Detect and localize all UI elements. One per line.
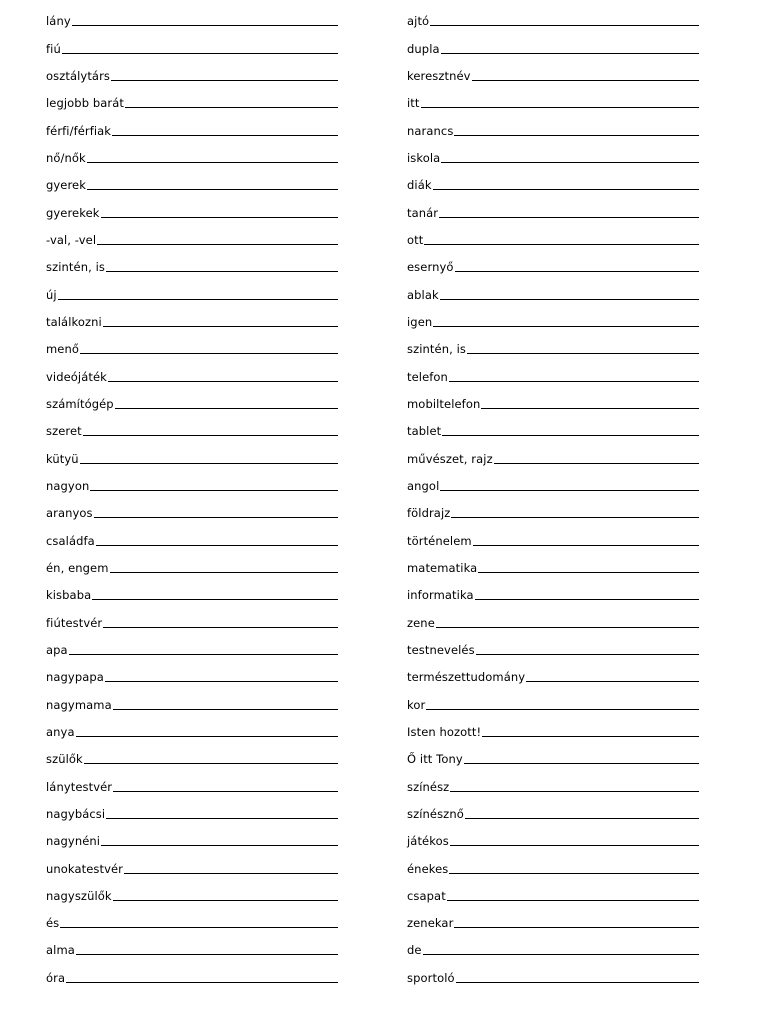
vocab-word: férfi/férfiak xyxy=(46,123,112,138)
vocab-row xyxy=(38,89,338,116)
answer-blank-line[interactable] xyxy=(426,709,699,710)
vocab-word: keresztnév xyxy=(407,68,471,83)
vocab-row xyxy=(399,608,699,635)
vocab-row xyxy=(38,690,338,717)
vocab-word: énekes xyxy=(407,861,449,876)
answer-blank-line[interactable] xyxy=(475,599,699,600)
vocab-row xyxy=(399,963,699,990)
vocab-word: kütyü xyxy=(46,451,79,466)
answer-blank-line[interactable] xyxy=(442,435,699,436)
vocab-row xyxy=(38,62,338,89)
vocab-row xyxy=(38,827,338,854)
answer-blank-line[interactable] xyxy=(454,927,699,928)
vocab-row xyxy=(399,636,699,663)
vocab-row xyxy=(399,827,699,854)
answer-blank-line[interactable] xyxy=(103,326,338,327)
vocab-word: igen xyxy=(407,314,433,329)
vocab-row xyxy=(399,280,699,307)
vocab-row xyxy=(38,116,338,143)
answer-blank-line[interactable] xyxy=(464,763,699,764)
vocab-row xyxy=(38,936,338,963)
vocab-row xyxy=(38,636,338,663)
vocab-word: új xyxy=(46,287,57,302)
vocab-row xyxy=(38,198,338,225)
vocab-word: telefon xyxy=(407,369,448,384)
vocab-word: családfa xyxy=(46,533,95,548)
answer-blank-line[interactable] xyxy=(125,107,338,108)
vocab-word: apa xyxy=(46,642,68,657)
vocab-row xyxy=(399,171,699,198)
vocab-row xyxy=(399,936,699,963)
vocab-word: óra xyxy=(46,970,66,985)
answer-blank-line[interactable] xyxy=(430,25,699,26)
vocab-row xyxy=(399,335,699,362)
vocab-word: zene xyxy=(407,615,435,630)
vocab-word: szintén, is xyxy=(407,342,466,357)
answer-blank-line[interactable] xyxy=(101,845,338,846)
vocab-row xyxy=(38,362,338,389)
vocab-word: tablet xyxy=(407,424,442,439)
vocab-word: ajtó xyxy=(407,14,430,29)
vocab-word: diák xyxy=(407,178,432,193)
vocab-word: itt xyxy=(407,96,420,111)
answer-blank-line[interactable] xyxy=(92,599,338,600)
vocab-word: nő/nők xyxy=(46,150,86,165)
answer-blank-line[interactable] xyxy=(447,900,699,901)
vocab-row xyxy=(399,34,699,61)
answer-blank-line[interactable] xyxy=(451,517,699,518)
answer-blank-line[interactable] xyxy=(449,381,699,382)
answer-blank-line[interactable] xyxy=(440,490,699,491)
vocab-word: aranyos xyxy=(46,506,93,521)
answer-blank-line[interactable] xyxy=(433,326,699,327)
answer-blank-line[interactable] xyxy=(110,572,338,573)
vocab-word: művészet, rajz xyxy=(407,451,493,466)
vocab-row xyxy=(38,308,338,335)
answer-blank-line[interactable] xyxy=(456,982,699,983)
vocab-word: Ő itt Tony xyxy=(407,752,463,767)
answer-blank-line[interactable] xyxy=(441,53,699,54)
answer-blank-line[interactable] xyxy=(476,654,699,655)
answer-blank-line[interactable] xyxy=(113,900,338,901)
vocab-word: fiútestvér xyxy=(46,615,103,630)
vocab-word: fiú xyxy=(46,41,61,56)
vocab-row xyxy=(38,963,338,990)
vocab-row xyxy=(399,144,699,171)
vocab-row xyxy=(399,472,699,499)
vocab-word: matematika xyxy=(407,560,478,575)
vocab-word: angol xyxy=(407,478,440,493)
vocab-row xyxy=(399,226,699,253)
vocab-word: játékos xyxy=(407,834,449,849)
vocab-word: zenekar xyxy=(407,916,454,931)
vocab-word: lány xyxy=(46,14,71,29)
vocab-word: iskola xyxy=(407,150,441,165)
vocab-row xyxy=(38,7,338,34)
vocab-word: földrajz xyxy=(407,506,451,521)
answer-blank-line[interactable] xyxy=(60,927,338,928)
vocab-row xyxy=(38,499,338,526)
answer-blank-line[interactable] xyxy=(106,818,338,819)
vocab-row xyxy=(399,745,699,772)
vocab-row xyxy=(38,608,338,635)
vocab-word: és xyxy=(46,916,60,931)
vocab-row xyxy=(399,116,699,143)
vocab-word: történelem xyxy=(407,533,472,548)
answer-blank-line[interactable] xyxy=(454,135,699,136)
vocab-row xyxy=(399,253,699,280)
answer-blank-line[interactable] xyxy=(465,818,699,819)
vocab-row xyxy=(399,390,699,417)
vocab-row xyxy=(38,144,338,171)
right-word-column xyxy=(399,7,699,991)
answer-blank-line[interactable] xyxy=(494,463,699,464)
vocab-word: én, engem xyxy=(46,560,109,575)
answer-blank-line[interactable] xyxy=(97,244,338,245)
vocab-word: de xyxy=(407,943,422,958)
answer-blank-line[interactable] xyxy=(72,25,338,26)
vocab-row xyxy=(399,362,699,389)
answer-blank-line[interactable] xyxy=(436,627,699,628)
answer-blank-line[interactable] xyxy=(96,545,338,546)
vocab-word: anya xyxy=(46,724,75,739)
answer-blank-line[interactable] xyxy=(481,408,699,409)
vocab-row xyxy=(38,581,338,608)
vocab-word: menő xyxy=(46,342,80,357)
vocab-word: szülők xyxy=(46,752,83,767)
vocab-word: gyerekek xyxy=(46,205,100,220)
answer-blank-line[interactable] xyxy=(473,545,699,546)
vocab-word: unokatestvér xyxy=(46,861,124,876)
answer-blank-line[interactable] xyxy=(106,271,338,272)
vocab-row xyxy=(399,882,699,909)
vocab-row xyxy=(38,663,338,690)
vocab-word: dupla xyxy=(407,41,440,56)
answer-blank-line[interactable] xyxy=(94,517,338,518)
vocab-row xyxy=(399,499,699,526)
vocab-word: -val, -vel xyxy=(46,232,97,247)
left-word-column xyxy=(38,7,338,991)
answer-blank-line[interactable] xyxy=(113,791,338,792)
answer-blank-line[interactable] xyxy=(69,654,338,655)
answer-blank-line[interactable] xyxy=(472,80,699,81)
vocab-row xyxy=(399,800,699,827)
answer-blank-line[interactable] xyxy=(76,954,338,955)
vocab-row xyxy=(38,280,338,307)
answer-blank-line[interactable] xyxy=(62,53,338,54)
vocab-row xyxy=(399,417,699,444)
vocab-row xyxy=(399,89,699,116)
vocab-row xyxy=(399,772,699,799)
answer-blank-line[interactable] xyxy=(421,107,699,108)
answer-blank-line[interactable] xyxy=(113,709,338,710)
vocab-word: testnevelés xyxy=(407,642,475,657)
vocab-row xyxy=(399,909,699,936)
vocab-word: tanár xyxy=(407,205,439,220)
vocab-row xyxy=(399,444,699,471)
vocab-row xyxy=(399,7,699,34)
vocab-row xyxy=(38,909,338,936)
answer-blank-line[interactable] xyxy=(424,244,699,245)
vocab-word: ott xyxy=(407,232,424,247)
answer-blank-line[interactable] xyxy=(111,80,338,81)
answer-blank-line[interactable] xyxy=(115,408,338,409)
answer-blank-line[interactable] xyxy=(112,135,338,136)
vocab-row xyxy=(38,253,338,280)
vocab-word: Isten hozott! xyxy=(407,724,482,739)
vocab-row xyxy=(399,198,699,225)
answer-blank-line[interactable] xyxy=(478,572,699,573)
vocab-word: sportoló xyxy=(407,970,455,985)
vocab-word: nagypapa xyxy=(46,670,104,685)
answer-blank-line[interactable] xyxy=(76,736,338,737)
vocab-row xyxy=(38,772,338,799)
answer-blank-line[interactable] xyxy=(450,791,699,792)
vocab-word: nagynéni xyxy=(46,834,101,849)
vocab-word: természettudomány xyxy=(407,670,526,685)
vocab-row xyxy=(38,718,338,745)
vocab-word: szeret xyxy=(46,424,82,439)
vocab-word: osztálytárs xyxy=(46,68,110,83)
vocab-row xyxy=(399,526,699,553)
answer-blank-line[interactable] xyxy=(80,353,338,354)
vocab-row xyxy=(38,226,338,253)
answer-blank-line[interactable] xyxy=(482,736,699,737)
vocab-word: mobiltelefon xyxy=(407,396,481,411)
answer-blank-line[interactable] xyxy=(108,381,338,382)
vocab-word: gyerek xyxy=(46,178,86,193)
answer-blank-line[interactable] xyxy=(90,490,338,491)
vocab-word: nagybácsi xyxy=(46,806,106,821)
vocab-row xyxy=(38,526,338,553)
answer-blank-line[interactable] xyxy=(58,299,338,300)
answer-blank-line[interactable] xyxy=(101,217,338,218)
vocab-word: színésznő xyxy=(407,806,464,821)
vocab-row xyxy=(399,854,699,881)
vocab-row xyxy=(38,444,338,471)
answer-blank-line[interactable] xyxy=(66,982,338,983)
answer-blank-line[interactable] xyxy=(450,845,699,846)
answer-blank-line[interactable] xyxy=(105,681,338,682)
vocab-word: színész xyxy=(407,779,450,794)
vocab-row xyxy=(38,390,338,417)
answer-blank-line[interactable] xyxy=(124,873,338,874)
vocab-row xyxy=(399,690,699,717)
answer-blank-line[interactable] xyxy=(87,162,338,163)
vocab-row xyxy=(399,718,699,745)
vocab-row xyxy=(38,745,338,772)
vocab-word: találkozni xyxy=(46,314,102,329)
answer-blank-line[interactable] xyxy=(455,271,700,272)
vocab-word: ablak xyxy=(407,287,439,302)
vocab-row xyxy=(38,472,338,499)
vocab-word: legjobb barát xyxy=(46,96,124,111)
vocab-row xyxy=(399,581,699,608)
vocab-row xyxy=(399,62,699,89)
vocab-word: esernyő xyxy=(407,260,454,275)
vocab-row xyxy=(38,34,338,61)
vocab-row xyxy=(38,882,338,909)
vocab-word: kor xyxy=(407,697,426,712)
vocab-row xyxy=(38,335,338,362)
vocab-word: informatika xyxy=(407,588,474,603)
answer-blank-line[interactable] xyxy=(87,189,338,190)
vocab-row xyxy=(399,308,699,335)
vocab-row xyxy=(38,417,338,444)
answer-blank-line[interactable] xyxy=(467,353,699,354)
vocab-word: alma xyxy=(46,943,75,958)
vocab-word: nagymama xyxy=(46,697,112,712)
vocab-word: kisbaba xyxy=(46,588,92,603)
vocab-word: videójáték xyxy=(46,369,107,384)
vocab-word: számítógép xyxy=(46,396,114,411)
vocab-row xyxy=(38,800,338,827)
answer-blank-line[interactable] xyxy=(423,954,699,955)
answer-blank-line[interactable] xyxy=(84,763,338,764)
vocab-row xyxy=(38,171,338,198)
vocab-row xyxy=(399,554,699,581)
answer-blank-line[interactable] xyxy=(449,873,699,874)
vocab-row xyxy=(38,554,338,581)
answer-blank-line[interactable] xyxy=(103,627,338,628)
answer-blank-line[interactable] xyxy=(83,435,338,436)
vocab-row xyxy=(399,663,699,690)
answer-blank-line[interactable] xyxy=(440,299,699,300)
vocab-row xyxy=(38,854,338,881)
vocab-word: narancs xyxy=(407,123,454,138)
vocab-word: lánytestvér xyxy=(46,779,113,794)
answer-blank-line[interactable] xyxy=(526,681,699,682)
answer-blank-line[interactable] xyxy=(433,189,699,190)
vocab-word: nagyon xyxy=(46,478,90,493)
answer-blank-line[interactable] xyxy=(439,217,699,218)
vocab-word: csapat xyxy=(407,888,446,903)
answer-blank-line[interactable] xyxy=(441,162,699,163)
vocab-word: szintén, is xyxy=(46,260,105,275)
vocab-word: nagyszülők xyxy=(46,888,112,903)
answer-blank-line[interactable] xyxy=(80,463,338,464)
